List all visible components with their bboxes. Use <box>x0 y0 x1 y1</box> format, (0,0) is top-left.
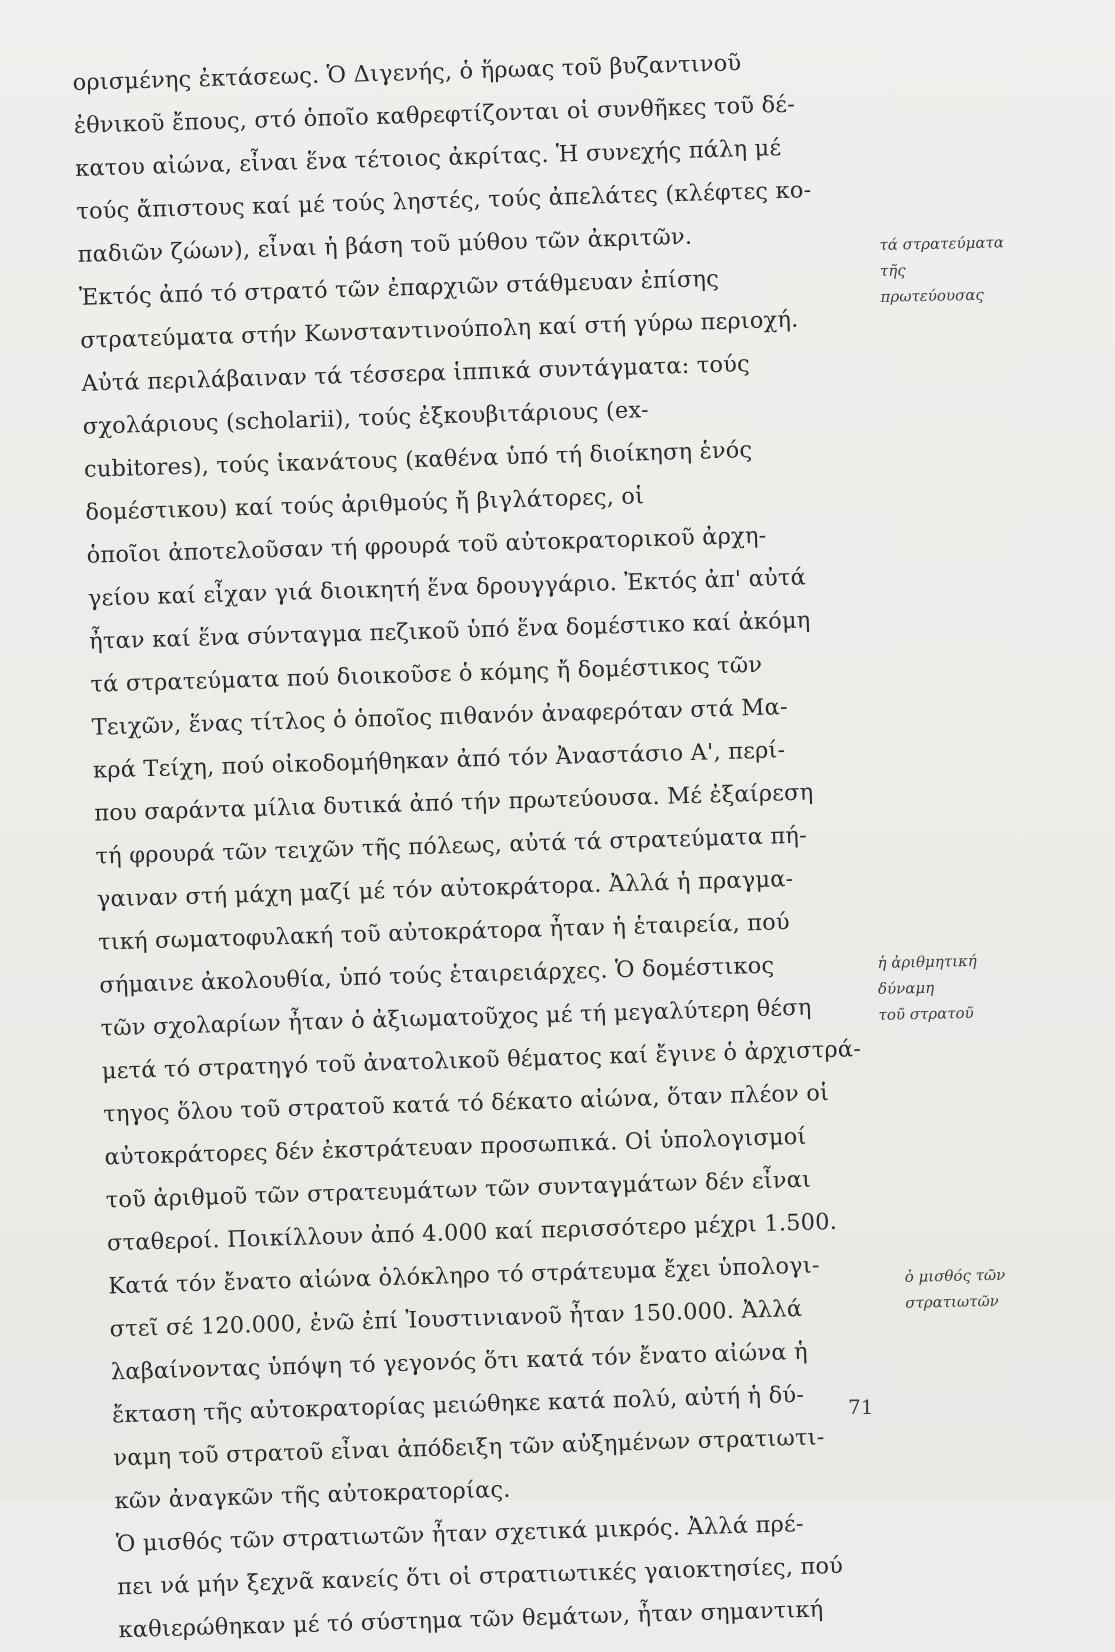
text-line: Κατά τόν ἔνατο αἰώνα ὁλόκληρο τό στράτευμα ἔχει ὑπολογι- <box>107 1252 820 1300</box>
text-line: ἔκταση τῆς αὐτοκρατορίας μειώθηκε κατά πολύ, αὐτή ἡ δύ- <box>111 1381 805 1429</box>
text-line: στρατεύματα στήν Κωνσταντινούπολη καί στή γύρω περιοχή. <box>79 306 799 354</box>
text-line: ὁποῖοι ἀποτελοῦσαν τή φρουρά τοῦ αὐτοκρατορικοῦ ἀρχη- <box>86 522 767 569</box>
main-text-column <box>72 39 909 1652</box>
margin-note-line: τοῦ στρατοῦ <box>878 1003 974 1024</box>
text-line: τηγος ὅλου τοῦ στρατοῦ κατά τό δέκατο αἰώνα, ὅταν πλέον οἱ <box>102 1080 830 1128</box>
text-line: τούς ἄπιστους καί μέ τούς ληστές, τούς ἀπελάτες (κλέφτες κο- <box>76 177 812 225</box>
margin-note-line: τῆς <box>879 261 906 280</box>
margin-note-army-strength <box>877 946 1059 1028</box>
margin-note-capital-troops <box>879 228 1061 310</box>
text-line: ἦταν καί ἕνα σύνταγμα πεζικοῦ ὑπό ἕνα δομέστικο καί ἀκόμη <box>88 607 811 655</box>
text-line: στεῖ σέ 120.000, ἐνῶ ἐπί Ἰουστινιανοῦ ἦταν 150.000. Ἀλλά <box>109 1295 803 1343</box>
text-line: λαβαίνοντας ὑπόψη τό γεγονός ὅτι κατά τόν ἔνατο αἰώνα ἡ <box>110 1338 809 1386</box>
text-line: cubitores), τούς ἱκανάτους (καθένα ὑπό τή διοίκηση ἑνός <box>83 436 753 483</box>
text-line: δομέστικου) καί τούς ἀριθμούς ἤ βιγλάτορες, οἱ <box>84 483 645 526</box>
text-line: που σαράντα μίλια δυτικά ἀπό τήν πρωτεύουσα. Μέ ἐξαίρεση <box>93 779 814 827</box>
margin-note-line: πρωτεύουσας <box>880 285 985 306</box>
margin-note-line: δύναμη <box>877 978 935 998</box>
text-line: ναμη τοῦ στρατοῦ εἶναι ἀπόδειξη τῶν αὐξημένων στρατιωτι- <box>113 1424 825 1472</box>
text-line: παδιῶν ζώων), εἶναι ἡ βάση τοῦ μύθου τῶν ἀκριτῶν. <box>77 223 693 268</box>
margin-note-line: στρατιωτῶν <box>905 1291 1000 1312</box>
text-line: γείου καί εἶχαν γιά διοικητή ἕνα δρουγγάριο. Ἐκτός ἀπ' αὐτά <box>87 564 807 612</box>
margin-note-soldier-pay <box>904 1260 1085 1316</box>
page-number: 71 <box>848 1395 874 1419</box>
margin-note-line: ὁ μισθός τῶν <box>904 1265 1006 1286</box>
text-line: μετά τό στρατηγό τοῦ ἀνατολικοῦ θέματος καί ἔγινε ὁ ἀρχιστρά- <box>101 1036 862 1085</box>
text-line: Ἐκτός ἀπό τό στρατό τῶν ἐπαρχιῶν στάθμευαν ἐπίσης <box>78 265 720 311</box>
text-line: κρά Τείχη, πού οἰκοδομήθηκαν ἀπό τόν Ἀναστάσιο Α', περί- <box>92 737 786 784</box>
text-line: γαιναν στή μάχη μαζί μέ τόν αὐτοκράτορα. Ἀλλά ἡ πραγμα- <box>96 865 794 913</box>
text-line: τῶν σχολαρίων ἦταν ὁ ἀξιωματοῦχος μέ τή μεγαλύτερη θέση <box>100 994 812 1042</box>
text-line: τή φρουρά τῶν τειχῶν τῆς πόλεως, αὐτά τά στρατεύματα πή- <box>95 822 808 870</box>
text-line: τική σωματοφυλακή τοῦ αὐτοκράτορα ἦταν ἡ ἑταιρεία, πού <box>97 909 791 956</box>
text-line: κῶν ἀναγκῶν τῆς αὐτοκρατορίας. <box>114 1476 511 1515</box>
text-line: σήμαινε ἀκολουθία, ὑπό τούς ἑταιρειάρχες. Ὁ δομέστικος <box>99 952 775 999</box>
text-line: ορισμένης ἐκτάσεως. Ὁ Διγενής, ὁ ἥρωας τοῦ βυζαντινοῦ <box>72 50 742 96</box>
margin-note-line: ἡ ἀριθμητική <box>877 951 978 972</box>
text-line: αὐτοκράτορες δέν ἐκστράτευαν προσωπικά. Οἱ ὑπολογισμοί <box>104 1123 807 1171</box>
text-line: Τειχῶν, ἕνας τίτλος ὁ ὁποῖος πιθανόν ἀναφερόταν στά Μα- <box>91 694 789 741</box>
text-line: σχολάριους (scholarii), τούς ἐξκουβιτάριους (ex- <box>82 397 650 440</box>
text-line: Αὐτά περιλάβαιναν τά τέσσερα ἱππικά συντάγματα: τούς <box>81 351 751 397</box>
text-line: ἐθνικοῦ ἔπους, στό ὁποῖο καθρεφτίζονται οἱ συνθῆκες τοῦ δέ- <box>73 91 796 139</box>
text-line: σταθεροί. Ποικίλλουν ἀπό 4.000 καί περισσότερο μέχρι 1.500. <box>106 1208 838 1257</box>
text-line: τά στρατεύματα πού διοικοῦσε ὁ κόμης ἤ δομέστικος τῶν <box>90 651 763 698</box>
text-line: κατου αἰώνα, εἶναι ἕνα τέτοιος ἀκρίτας. Ἡ συνεχής πάλη μέ <box>74 135 782 182</box>
text-line: πει νά μήν ξεχνᾶ κανείς ὅτι οἱ στρατιωτικές γαιοκτησίες, πού <box>116 1552 844 1601</box>
text-line: τοῦ ἀριθμοῦ τῶν στρατευμάτων τῶν συνταγμάτων δέν εἶναι <box>105 1166 812 1214</box>
text-line: Ὁ μισθός τῶν στρατιωτῶν ἦταν σχετικά μικρός. Ἀλλά πρέ- <box>115 1510 804 1558</box>
text-line: καθιερώθηκαν μέ τό σύστημα τῶν θεμάτων, ἦταν σημαντική <box>118 1596 824 1644</box>
margin-note-line: τά στρατεύματα <box>879 233 1005 254</box>
